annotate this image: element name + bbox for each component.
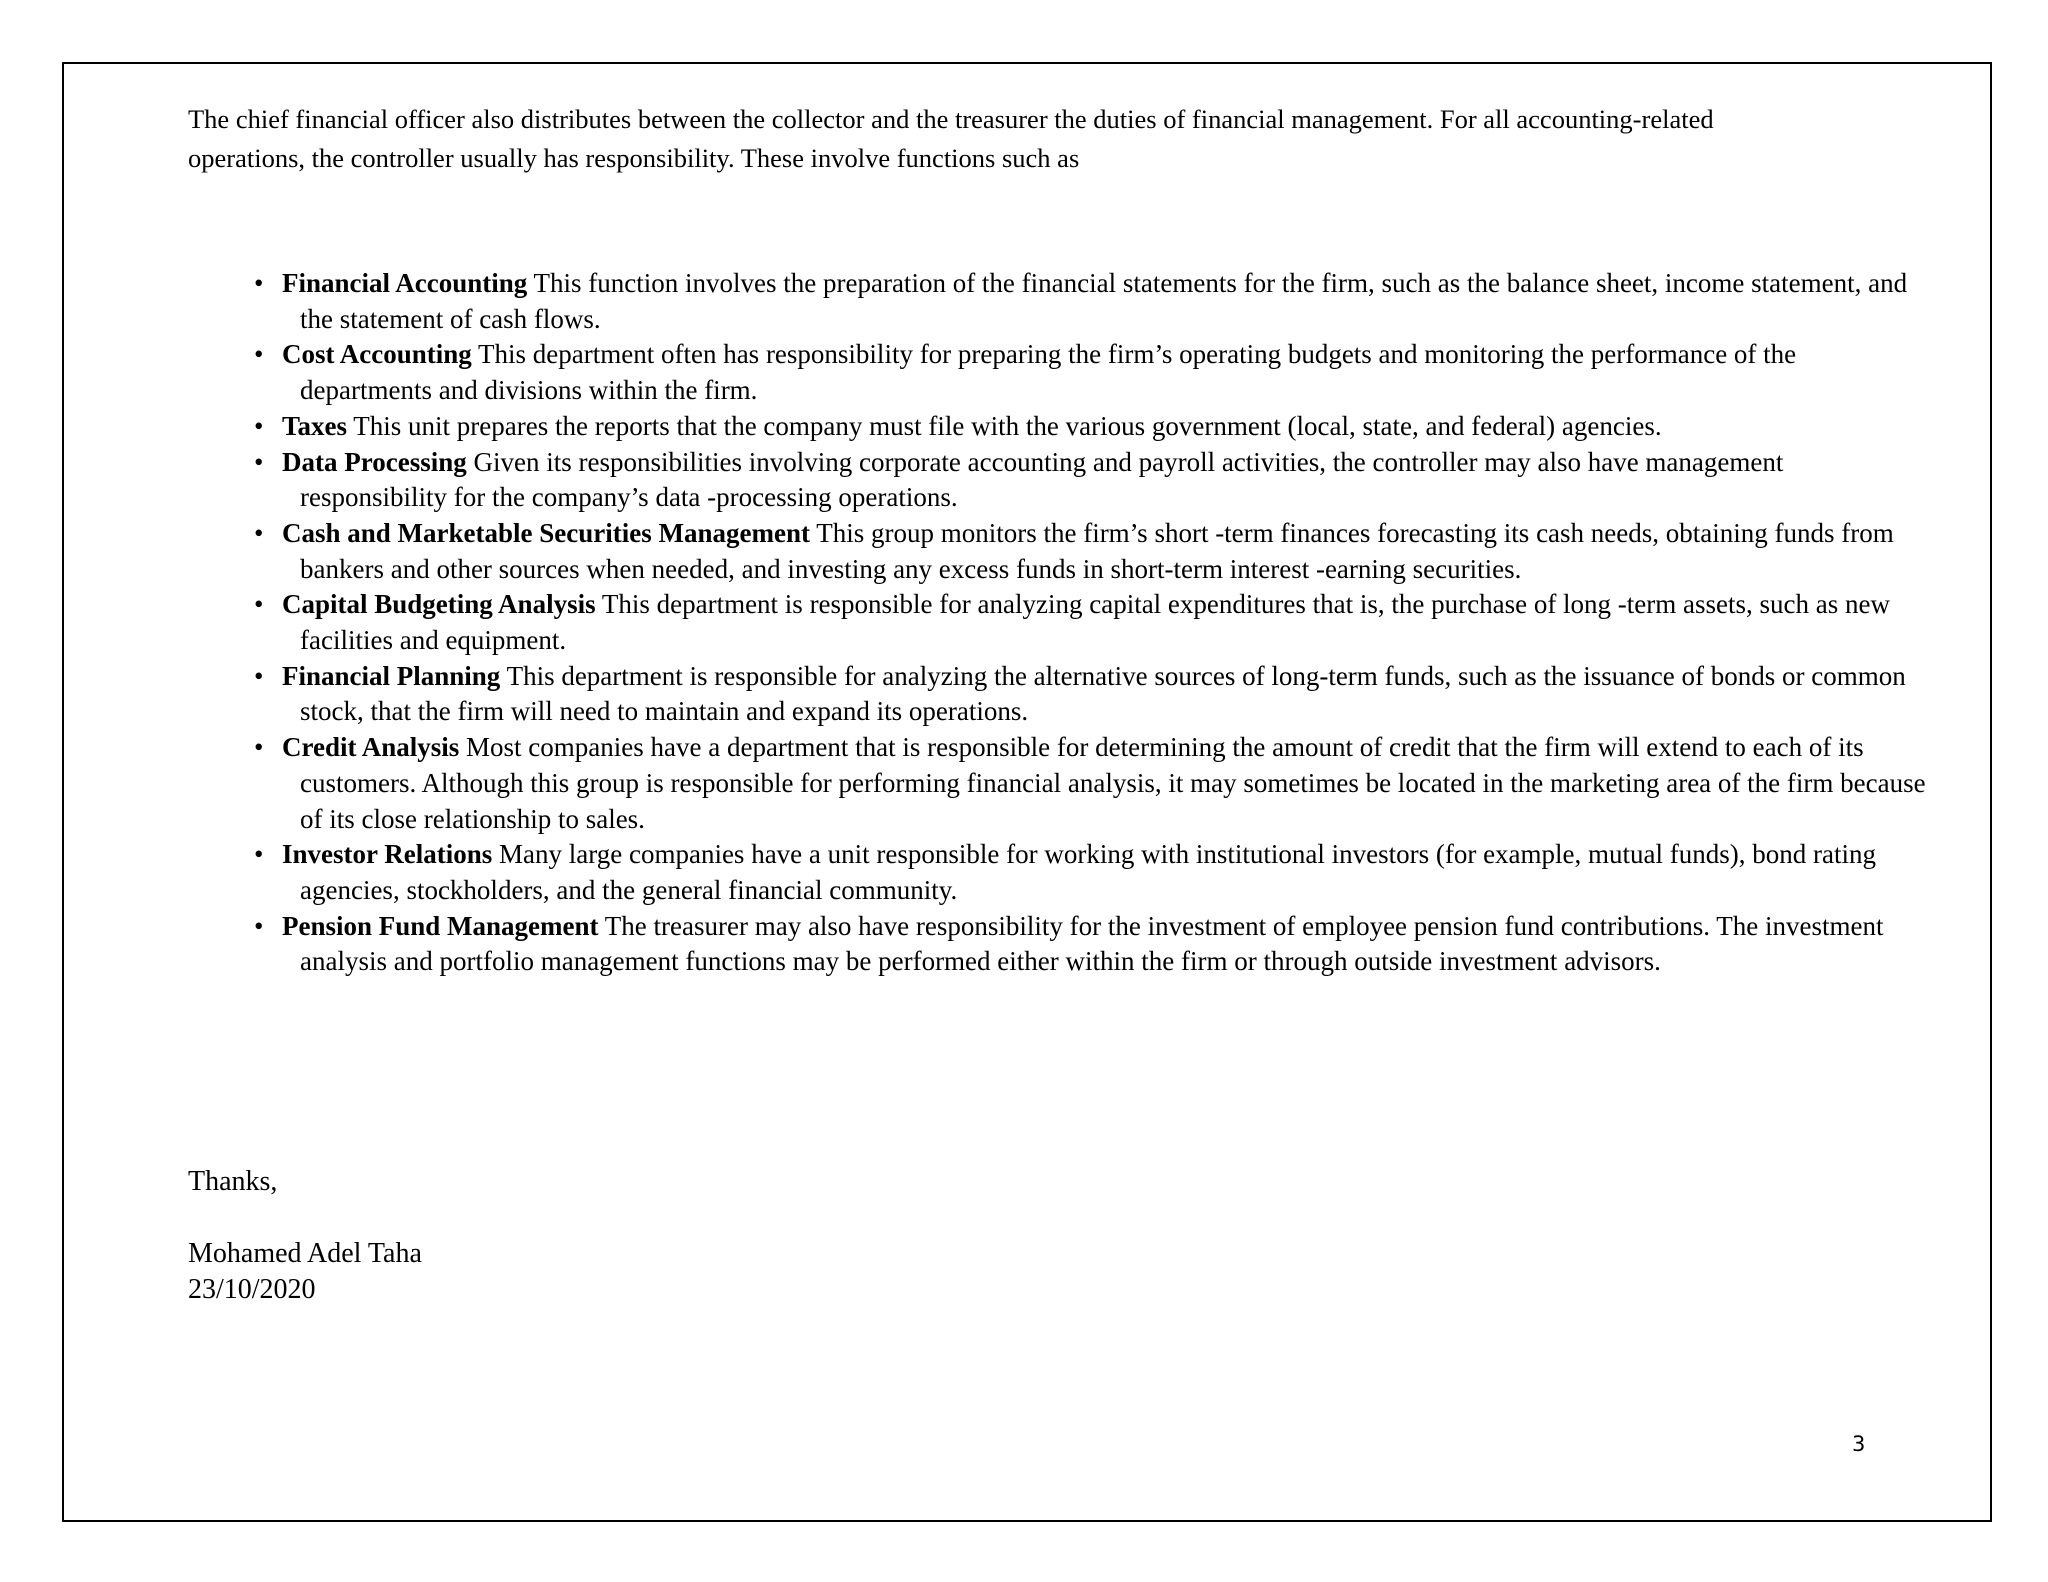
author-name: Mohamed Adel Taha <box>188 1238 422 1269</box>
bullet-dot-icon: • <box>254 910 264 941</box>
intro-line-2: operations, the controller usually has responsibility. These involve functions such as <box>188 143 1080 173</box>
bullet-cost-accounting <box>0 337 2048 408</box>
bullet-text: This group monitors the firm’s short -term finances forecasting its cash needs, obtaining funds from bankers and other sources when needed, and investing any excess funds in short-term interest -earning securities. <box>300 517 1894 584</box>
bullet-pension-fund-management <box>0 909 2048 980</box>
functions-bullet-list <box>0 266 2048 980</box>
bullet-financial-planning <box>0 659 2048 730</box>
bullet-dot-icon: • <box>254 339 264 370</box>
bullet-text: Given its responsibilities involving corporate accounting and payroll activities, the controller may also have management responsibility for the company’s data -processing operations. <box>300 446 1784 513</box>
bullet-text: This department often has responsibility for preparing the firm’s operating budgets and monitoring the performance of the departments and divisions within the firm. <box>300 339 1797 406</box>
bullet-term: Capital Budgeting Analysis <box>282 589 596 620</box>
bullet-investor-relations <box>0 837 2048 908</box>
bullet-dot-icon: • <box>254 839 264 870</box>
bullet-dot-icon: • <box>254 589 264 620</box>
bullet-text: The treasurer may also have responsibility for the investment of employee pension fund contributions. The investment analysis and portfolio management functions may be performed either within the firm or through outside investment advisors. <box>300 910 1884 977</box>
bullet-dot-icon: • <box>254 660 264 691</box>
bullet-dot-icon: • <box>254 446 264 477</box>
bullet-credit-analysis <box>0 730 2048 837</box>
bullet-text: Most companies have a department that is responsible for determining the amount of credit that the firm will extend to each of its customers. Although this group is responsible for performing financial analysis, it may sometimes be located in the marketing area of the firm because of its close relationship to sales. <box>300 732 1926 834</box>
bullet-dot-icon: • <box>254 268 264 298</box>
intro-paragraph <box>188 100 1908 178</box>
bullet-text: This function involves the preparation of the financial statements for the firm, such as the balance sheet, income statement, and the statement of cash flows. <box>300 268 1908 334</box>
bullet-cash-securities-management <box>0 516 2048 587</box>
document-date: 23/10/2020 <box>188 1274 316 1305</box>
bullet-financial-accounting <box>0 266 2048 337</box>
bullet-text: Many large companies have a unit responsible for working with institutional investors (for example, mutual funds), bond rating agencies, stockholders, and the general financial community. <box>300 839 1876 905</box>
closing-thanks: Thanks, <box>188 1166 278 1197</box>
bullet-term: Credit Analysis <box>282 732 460 763</box>
bullet-term: Investor Relations <box>282 839 493 870</box>
bullet-term: Cash and Marketable Securities Management <box>282 517 810 548</box>
bullet-dot-icon: • <box>254 410 264 441</box>
bullet-term: Cost Accounting <box>282 339 472 370</box>
bullet-dot-icon: • <box>254 732 264 763</box>
intro-line-1: The chief financial officer also distributes between the collector and the treasurer the duties of financial management. For all accounting-related <box>188 104 1714 134</box>
bullet-taxes <box>0 409 2048 445</box>
bullet-term: Taxes <box>282 410 348 441</box>
bullet-text: This unit prepares the reports that the company must file with the various government (local, state, and federal) agencies. <box>347 410 1662 441</box>
bullet-data-processing <box>0 445 2048 516</box>
bullet-text: This department is responsible for analyzing the alternative sources of long-term funds, such as the issuance of bonds or common stock, that the firm will need to maintain and expand its operations. <box>300 660 1906 727</box>
bullet-capital-budgeting-analysis <box>0 587 2048 658</box>
bullet-dot-icon: • <box>254 517 264 548</box>
bullet-text: This department is responsible for analyzing capital expenditures that is, the purchase of long -term assets, such as new facilities and equipment. <box>300 589 1890 656</box>
bullet-term: Pension Fund Management <box>282 910 599 941</box>
page-number: 3 <box>1852 1432 1866 1456</box>
bullet-term: Financial Accounting <box>282 268 528 298</box>
bullet-term: Financial Planning <box>282 660 501 691</box>
bullet-term: Data Processing <box>282 446 467 477</box>
